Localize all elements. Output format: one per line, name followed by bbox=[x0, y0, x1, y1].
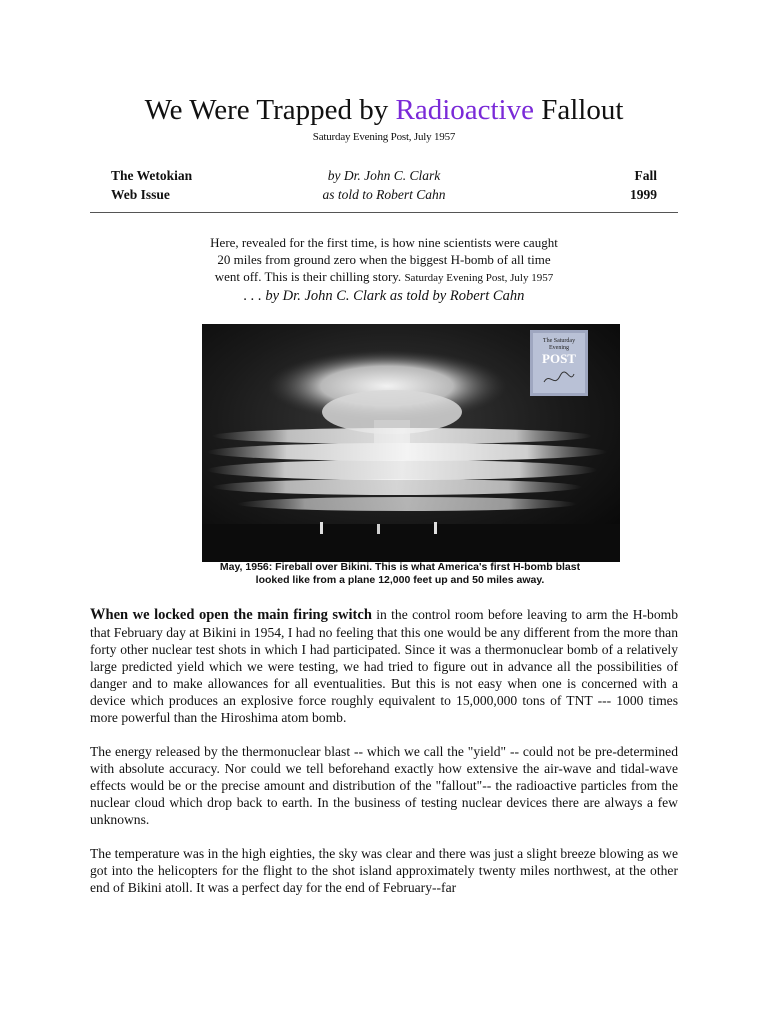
magazine-cover bbox=[530, 330, 588, 396]
paragraph-3: The temperature was in the high eighties, the sky was clear and there was just a slight breeze blowing as we got into the helicopters for the flight to the shot island approximately twenty miles northwest, at the other end of Bikini atoll. It was a perfect day for the end of February--far bbox=[90, 846, 678, 895]
article-body bbox=[90, 606, 678, 913]
intro-source: Saturday Evening Post, July 1957 bbox=[404, 272, 554, 284]
fireball-photo bbox=[202, 324, 620, 562]
masthead-year: 1999 bbox=[630, 187, 657, 202]
byline: . . . by Dr. John C. Clark as told by Robert Cahn bbox=[243, 288, 525, 304]
masthead-season: Fall bbox=[634, 168, 657, 183]
title-part-2: Fallout bbox=[534, 94, 624, 126]
masthead bbox=[111, 166, 657, 206]
masthead-author bbox=[111, 166, 657, 204]
intro-line-2: 20 miles from ground zero when the biggest H-bomb of all time bbox=[217, 252, 551, 267]
title-accent-word: Radioactive bbox=[395, 94, 534, 126]
magazine-line-1: The Saturday bbox=[542, 338, 576, 344]
paragraph-1-text: in the control room before leaving to arm the H-bomb that February day at Bikini in 1954, I had no feeling that this one would be any different from the more than forty other nuclear test shots in which I had participated. Since it was a thermonuclear bomb of a relatively large predicted yield which we were testing, we had tried to figure out in advance all the possibilities of danger and to make allowances for all eventualities. But this is not easy when one is concerned with a device which produces an explosive force roughly equivalent to 15,000,000 tons of TNT --- 1000 times more powerful than the Hiroshima atom bomb. bbox=[90, 607, 679, 725]
fireball-photo-image bbox=[202, 324, 620, 562]
article-subtitle: Saturday Evening Post, July 1957 bbox=[312, 131, 456, 143]
paragraph-1-lead: hen we locked open the main firing switch bbox=[105, 607, 372, 623]
magazine-name: POST bbox=[542, 351, 576, 366]
masthead-told-to: as told to Robert Cahn bbox=[322, 187, 446, 202]
paragraph-2: The energy released by the thermonuclear blast -- which we call the "yield" -- could not be pre-determined with absolute accuracy. Nor could we tell beforehand exactly how extensive the air-wave and tidal-wave effects would be or the precise amount and distribution of the "fallout"-- the radioactive particles from the nuclear cloud which drop back to earth. In the business of testing nuclear devices there are always a few unknowns. bbox=[90, 744, 678, 827]
intro-line-3-text: went off. This is their chilling story. bbox=[214, 269, 402, 284]
masthead-publication-name: The Wetokian bbox=[111, 168, 193, 183]
paragraph-1-lead-initial: W bbox=[90, 606, 106, 623]
masthead-author-name: by Dr. John C. Clark bbox=[327, 168, 441, 183]
caption-line-2: looked like from a plane 12,000 feet up and 50 miles away. bbox=[255, 574, 545, 586]
horizontal-divider bbox=[90, 212, 678, 213]
intro-line-1: Here, revealed for the first time, is how nine scientists were caught bbox=[210, 235, 558, 250]
intro-line-3 bbox=[170, 268, 598, 287]
masthead-date bbox=[630, 166, 657, 204]
caption-line-1: May, 1956: Fireball over Bikini. This is what America's first H-bomb blast bbox=[219, 561, 581, 573]
article-title bbox=[0, 92, 768, 128]
photo-caption bbox=[190, 561, 610, 587]
masthead-issue: Web Issue bbox=[111, 187, 170, 202]
intro-blurb bbox=[170, 234, 598, 287]
magazine-line-2: Evening bbox=[549, 345, 569, 351]
paragraph-1 bbox=[90, 606, 678, 726]
title-part-1: We Were Trapped by bbox=[144, 94, 396, 126]
